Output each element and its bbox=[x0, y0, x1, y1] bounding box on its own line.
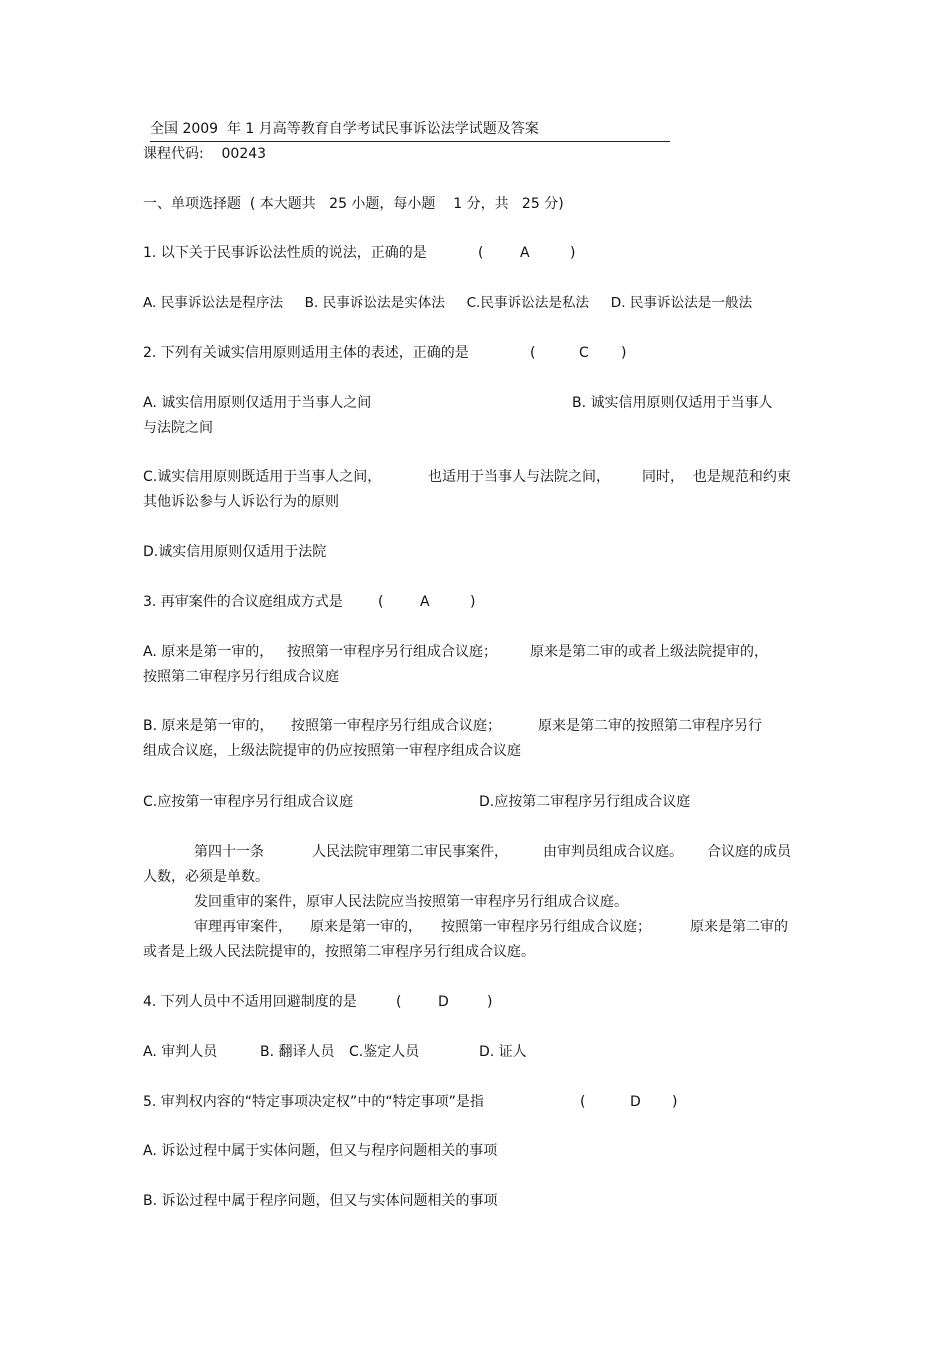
law-note-line2: 人数，必须是单数。 bbox=[143, 869, 269, 885]
law-note-line1-part4: 合议庭的成员 bbox=[707, 844, 791, 860]
law-note-line4-part2: 原来是第一审的， bbox=[310, 919, 422, 935]
question-3-option-a-part1: A. 原来是第一审的， bbox=[143, 644, 274, 660]
question-4-paren-close: ) bbox=[487, 994, 493, 1010]
question-5-stem: 5. 审判权内容的“特定事项决定权”中的“特定事项”是指 bbox=[143, 1094, 484, 1110]
question-1-paren-close: ) bbox=[570, 245, 576, 261]
course-code: 课程代码: 00243 bbox=[143, 146, 267, 162]
law-note-line1-part3: 由审判员组成合议庭。 bbox=[543, 844, 683, 860]
question-5-paren-open: ( bbox=[580, 1094, 586, 1110]
question-2-option-c-cont: 其他诉讼参与人诉讼行为的原则 bbox=[143, 494, 339, 510]
law-note-line4-part4: 原来是第二审的 bbox=[690, 919, 788, 935]
law-note-line1-part2: 人民法院审理第二审民事案件， bbox=[312, 844, 508, 860]
question-2-option-d: D.诚实信用原则仅适用于法院 bbox=[143, 544, 327, 560]
question-4-option-a: A. 审判人员 bbox=[143, 1044, 218, 1060]
question-2-option-c-part2: 也适用于当事人与法院之间， bbox=[428, 469, 610, 485]
question-2-option-a: A. 诚实信用原则仅适用于当事人之间 bbox=[143, 395, 372, 411]
question-2-option-c-part3: 同时， 也是规范和约束 bbox=[642, 469, 791, 485]
law-note-line1-part1: 第四十一条 bbox=[194, 844, 264, 860]
question-1-paren-open: ( bbox=[478, 245, 484, 261]
question-3-option-b-cont: 组成合议庭，上级法院提审的仍应按照第一审程序组成合议庭 bbox=[143, 743, 521, 759]
question-5-option-b: B. 诉讼过程中属于程序问题，但又与实体问题相关的事项 bbox=[143, 1193, 498, 1209]
question-2-stem: 2. 下列有关诚实信用原则适用主体的表述，正确的是 bbox=[143, 345, 469, 361]
question-4-option-b: B. 翻译人员 bbox=[260, 1044, 335, 1060]
question-1-answer: A bbox=[520, 245, 530, 261]
question-5-answer: D bbox=[630, 1094, 641, 1110]
question-5-paren-close: ) bbox=[672, 1094, 678, 1110]
law-note-line4-part1: 审理再审案件， bbox=[194, 919, 292, 935]
question-3-option-d: D.应按第二审程序另行组成合议庭 bbox=[479, 794, 691, 810]
question-4-stem: 4. 下列人员中不适用回避制度的是 bbox=[143, 994, 357, 1010]
law-note-line5: 或者是上级人民法院提审的，按照第二审程序另行组成合议庭。 bbox=[143, 944, 535, 960]
question-4-option-c: C.鉴定人员 bbox=[349, 1044, 420, 1060]
document-title: 全国 2009 年 1 月高等教育自学考试民事诉讼法学试题及答案 bbox=[150, 121, 539, 137]
question-3-option-a-part2: 按照第一审程序另行组成合议庭； bbox=[287, 644, 497, 660]
question-3-option-b-part3: 原来是第二审的按照第二审程序另行 bbox=[538, 718, 762, 734]
question-2-option-b: B. 诚实信用原则仅适用于当事人 bbox=[572, 395, 773, 411]
question-1-options: A. 民事诉讼法是程序法 B. 民事诉讼法是实体法 C.民事诉讼法是私法 D. 民事诉讼法是一般法 bbox=[143, 295, 753, 311]
question-2-paren-open: ( bbox=[530, 345, 536, 361]
question-4-paren-open: ( bbox=[396, 994, 402, 1010]
title-underline bbox=[150, 141, 670, 142]
question-3-option-c: C.应按第一审程序另行组成合议庭 bbox=[143, 794, 354, 810]
question-3-option-b-part1: B. 原来是第一审的， bbox=[143, 718, 274, 734]
section-heading: 一、单项选择题 ( 本大题共 25 小题，每小题 1 分，共 25 分) bbox=[143, 196, 564, 212]
question-3-option-b-part2: 按照第一审程序另行组成合议庭； bbox=[291, 718, 501, 734]
question-3-answer: A bbox=[420, 594, 430, 610]
law-note-line4-part3: 按照第一审程序另行组成合议庭； bbox=[441, 919, 651, 935]
question-3-option-a-cont: 按照第二审程序另行组成合议庭 bbox=[143, 669, 339, 685]
question-5-option-a: A. 诉讼过程中属于实体问题，但又与程序问题相关的事项 bbox=[143, 1143, 498, 1159]
question-2-paren-close: ) bbox=[621, 345, 627, 361]
question-2-option-b-cont: 与法院之间 bbox=[143, 420, 213, 436]
question-4-option-d: D. 证人 bbox=[479, 1044, 527, 1060]
question-3-paren-close: ) bbox=[470, 594, 476, 610]
question-2-option-c-part1: C.诚实信用原则既适用于当事人之间， bbox=[143, 469, 382, 485]
question-2-answer: C bbox=[579, 345, 589, 361]
question-3-stem: 3. 再审案件的合议庭组成方式是 bbox=[143, 594, 343, 610]
question-3-paren-open: ( bbox=[378, 594, 384, 610]
question-3-option-a-part3: 原来是第二审的或者上级法院提审的， bbox=[530, 644, 768, 660]
question-1-stem: 1. 以下关于民事诉讼法性质的说法，正确的是 bbox=[143, 245, 427, 261]
law-note-line3: 发回重审的案件，原审人民法院应当按照第一审程序另行组成合议庭。 bbox=[194, 894, 628, 910]
question-4-answer: D bbox=[438, 994, 449, 1010]
